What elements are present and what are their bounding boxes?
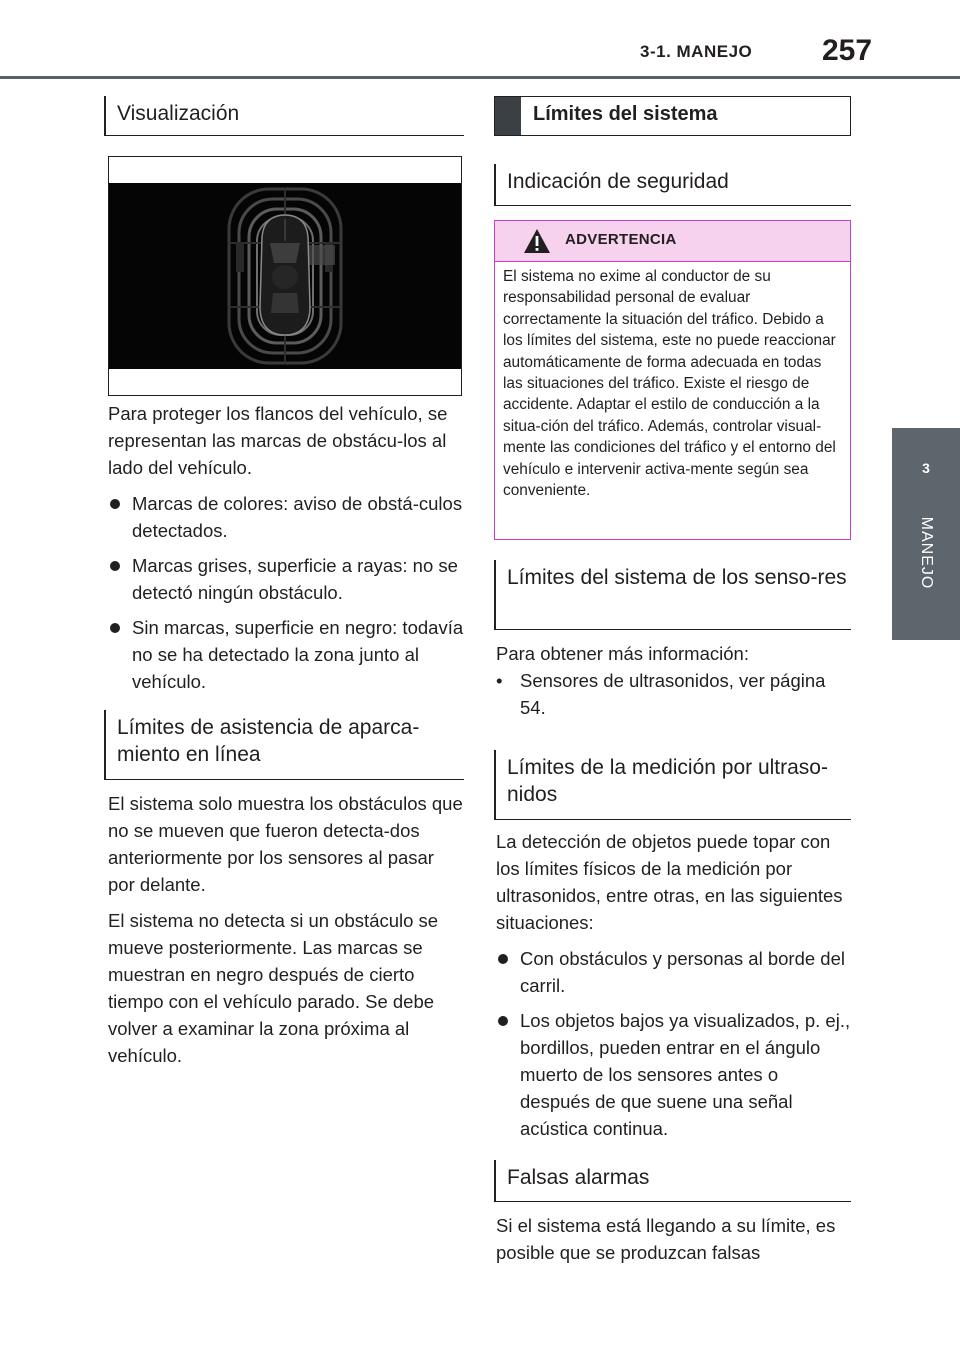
bullet-marker: •: [496, 670, 503, 691]
paragraph: La detección de objetos puede topar con los límites físicos de la medición por ultrasonidos, entre otras, en las siguientes situaciones:: [496, 831, 843, 933]
parking-car-top-view-icon: [109, 157, 461, 395]
warning-triangle-icon: [523, 228, 551, 254]
more-info-line: Para obtener más información:: [496, 643, 749, 664]
chapter-tab: [892, 428, 960, 640]
more-info-item: Sensores de ultrasonidos, ver página 54.: [520, 670, 826, 718]
list-item: Sin marcas, superficie en negro: todavía no se ha detectado la zona junto al vehículo.: [108, 614, 464, 695]
heading-falsas-alarmas: Falsas alarmas: [494, 1160, 851, 1202]
warning-title: ADVERTENCIA: [565, 231, 677, 248]
heading-limites-medicion: Límites de la medición por ultraso-nidos: [494, 750, 851, 820]
page-number: 257: [822, 34, 873, 67]
list-item: Marcas grises, superficie a rayas: no se detectó ningún obstáculo.: [108, 552, 464, 606]
situations-list: [496, 945, 851, 1142]
bullet-icon: [498, 954, 508, 964]
heading-limites-asistencia: Límites de asistencia de aparca-miento en línea: [104, 710, 464, 780]
chapter-tab-number: 3: [922, 460, 930, 476]
header-rule: [0, 76, 960, 79]
warning-header: [495, 221, 850, 261]
heading-indicacion-seguridad: Indicación de seguridad: [494, 164, 851, 206]
header-section-title: 3-1. MANEJO: [640, 42, 753, 61]
heading-visualizacion: Visualización: [104, 96, 464, 136]
list-item: [496, 667, 851, 721]
visualizacion-text: [108, 400, 464, 703]
intro-paragraph: Para proteger los flancos del vehículo, se representan las marcas de obstácu-los al lado del vehículo.: [108, 403, 448, 478]
parking-view-figure: [108, 156, 462, 396]
warning-text: El sistema no exime al conductor de su responsabilidad personal de evaluar correctamente la situación del tráfico. Debido a los límites del sistema, este no puede reaccionar automáticamente de forma adecuada en todas las situaciones del tráfico. Existe el riesgo de accidente. Adaptar el estilo de conducción a la situa-ción del tráfico. Además, controlar visual-mente las condiciones del tráfico y el entorno del vehículo e intervenir activa-mente según sea conveniente.: [495, 261, 850, 539]
heading-limites-sistema: [494, 96, 851, 136]
mas-informacion-text: [496, 640, 851, 721]
more-info-list: [496, 667, 851, 721]
chapter-tab-label: MANEJO: [918, 516, 935, 590]
paragraph: El sistema no detecta si un obstáculo se mueve posteriormente. Las marcas se muestran en negro después de cierto tiempo con el vehículo parado. Se debe volver a examinar la zona próxima al vehículo.: [108, 910, 439, 1066]
bullet-icon: [498, 1016, 508, 1026]
limites-asistencia-text: [108, 790, 464, 1078]
list-item: Marcas de colores: aviso de obstá-culos detectados.: [108, 490, 464, 544]
paragraph: El sistema solo muestra los obstáculos que no se mueven que fueron detecta-dos anteriormente por los sensores al pasar por delante.: [108, 793, 463, 895]
bullet-icon: [110, 561, 120, 571]
heading-limites-sistema-text: Límites del sistema: [533, 103, 718, 125]
marks-list: [108, 490, 464, 695]
bullet-icon: [110, 499, 120, 509]
falsas-alarmas-text: [496, 1212, 851, 1275]
paragraph: Si el sistema está llegando a su límite, es posible que se produzcan falsas: [496, 1215, 836, 1263]
warning-box: [494, 220, 851, 540]
heading-marker: [495, 97, 521, 135]
list-item: Los objetos bajos ya visualizados, p. ej., bordillos, pueden entrar en el ángulo muerto de los sensores antes o después de que suene una señal acústica continua.: [496, 1007, 851, 1142]
heading-limites-sensores: Límites del sistema de los senso-res: [494, 560, 851, 630]
list-item: Con obstáculos y personas al borde del carril.: [496, 945, 851, 999]
bullet-icon: [110, 623, 120, 633]
medicion-text: [496, 828, 851, 1150]
